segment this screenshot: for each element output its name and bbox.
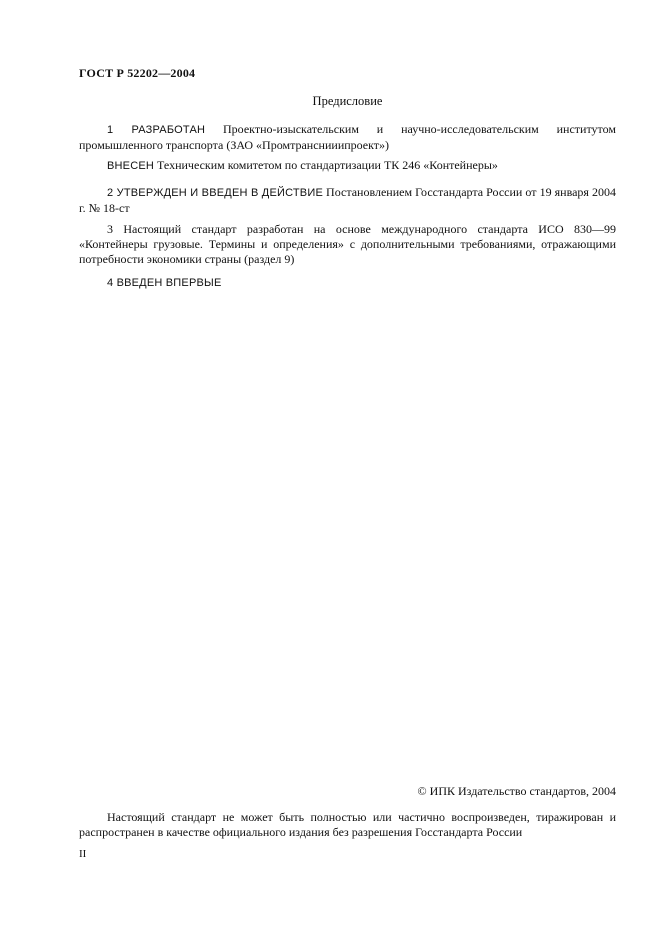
- preface-item-basis: [79, 222, 616, 267]
- item-lead: 2 УТВЕРЖДЕН И ВВЕДЕН В ДЕЙСТВИЕ: [107, 187, 323, 199]
- item-text: Проектно-изыскательским и научно-исследовательским институтом промышленного транспорта (ЗАО «Промтранснииипроект»): [79, 122, 616, 152]
- item-lead: ВНЕСЕН: [107, 160, 155, 172]
- preface-item-introduced-by: [79, 158, 616, 174]
- preface-item-developed: [79, 122, 616, 153]
- notice-text: Настоящий стандарт не может быть полностью или частично воспроизведен, тиражирован и распространен в качестве официального издания без разрешения Госстандарта России: [79, 810, 616, 839]
- reproduction-notice: [79, 810, 616, 840]
- item-text: 3 Настоящий стандарт разработан на основе международного стандарта ИСО 830—99 «Контейнеры грузовые. Термины и определения» с дополнительными требованиями, отражающими потребности экономики страны (раздел 9): [79, 222, 616, 266]
- item-text: Техническим комитетом по стандартизации ТК 246 «Контейнеры»: [154, 158, 498, 172]
- preface-item-approved: [79, 185, 616, 216]
- page-number: II: [79, 848, 87, 860]
- item-text: Постановлением Госстандарта России от 19 января 2004 г. № 18-ст: [79, 185, 616, 215]
- preface-item-first-introduced: [79, 275, 616, 291]
- standard-code: ГОСТ Р 52202—2004: [79, 66, 196, 80]
- item-lead: 4 ВВЕДЕН ВПЕРВЫЕ: [107, 277, 222, 289]
- copyright-line: © ИПК Издательство стандартов, 2004: [417, 784, 616, 798]
- item-lead: 1 РАЗРАБОТАН: [107, 124, 206, 136]
- preface-title: Предисловие: [312, 94, 383, 108]
